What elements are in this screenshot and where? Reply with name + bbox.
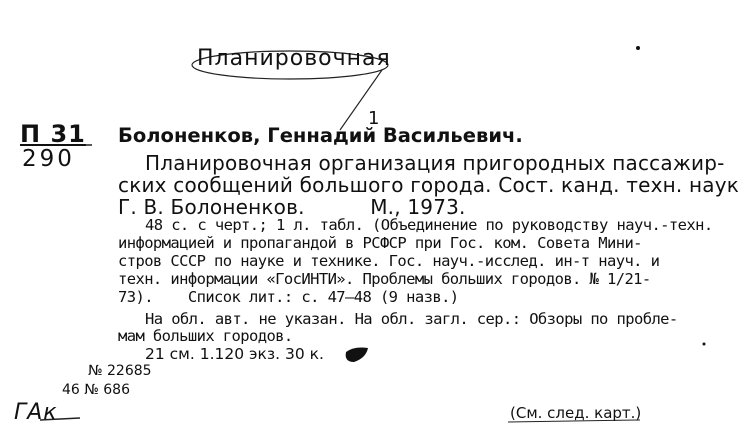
speck [636, 46, 640, 50]
title-line: ских сообщений большого города. Сост. канд. техн. наук [118, 173, 740, 197]
note-line: мам больших городов. [118, 327, 293, 345]
title-line: Планировочная организация пригородных пассажир- [145, 151, 725, 175]
format-line: 21 см. 1.120 экз. 30 к. [145, 345, 324, 363]
description-line: стров СССР по науке и технике. Гос. науч.-исслед. ин-т науч. и [118, 252, 660, 270]
description-line: техн. информации «ГосИНТИ». Проблемы больших городов. № 1/21- [118, 270, 651, 288]
cross-reference: (См. след. карт.) [510, 404, 642, 422]
handwritten-initials: ГАк [14, 400, 58, 425]
description-line: 48 с. с черт.; 1 л. табл. (Объединение по руководству науч.-техн. [145, 216, 713, 234]
note-line: На обл. авт. не указан. На обл. загл. сер.: Обзоры по пробле- [145, 310, 678, 328]
author-heading: Болоненков, Геннадий Васильевич. [118, 124, 523, 147]
description-line: 73). Список лит.: с. 47—48 (9 назв.) [118, 288, 459, 306]
title-line: Г. В. Болоненков. М., 1973. [118, 195, 466, 219]
handwritten-number-mark: 1 [368, 108, 381, 129]
location-mark: 290 [22, 146, 75, 172]
description-line: информацией и пропагандой в РСФСР при Гос. ком. Совета Мини- [118, 234, 642, 252]
classification-mark: П 31 [20, 120, 86, 148]
speck [703, 343, 706, 346]
ink-smudge [346, 348, 368, 363]
handwritten-subject-note: Планировочная [197, 46, 391, 71]
registration-number: № 22685 [88, 363, 152, 379]
registration-number: 46 № 686 [62, 382, 130, 398]
